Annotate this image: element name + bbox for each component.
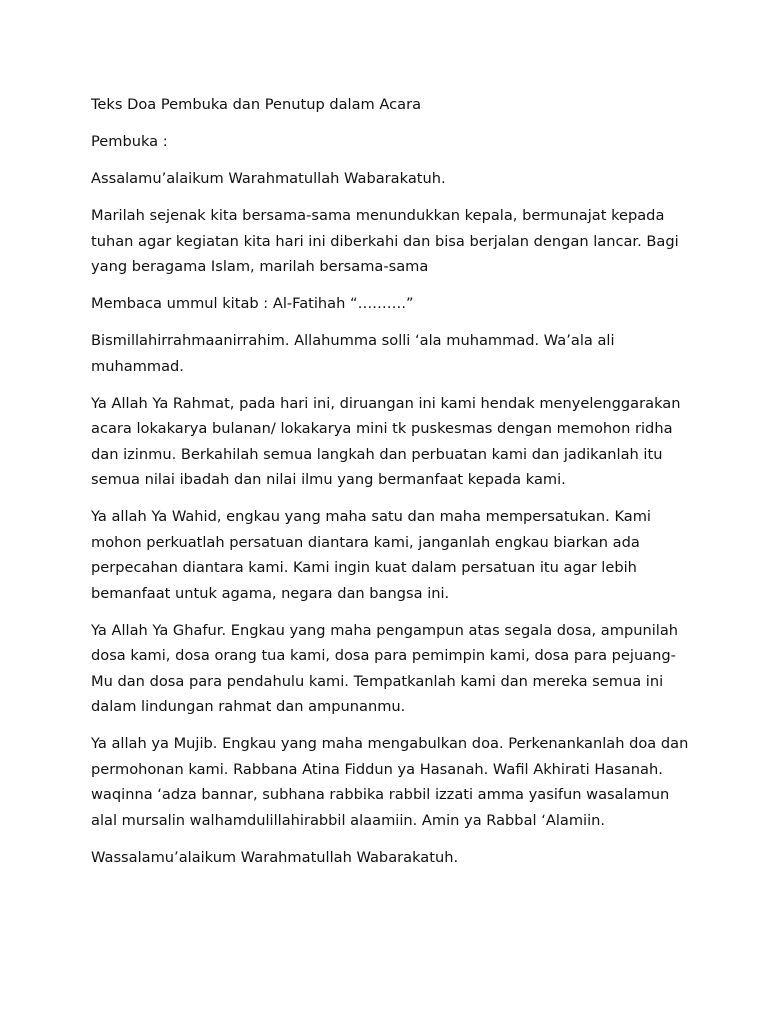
prayer-rahmat: Ya Allah Ya Rahmat, pada hari ini, diruangan ini kami hendak menyelenggarakan acara lokakarya bulanan/ lokakarya mini tk puskesmas dengan memohon ridha dan izinmu. Berkahilah semua langkah dan perbuatan kami dan jadikanlah itu semua nilai ibadah dan nilai ilmu yang bermanfaat kepada kami. — [91, 394, 681, 488]
fatihah-line: Membaca ummul kitab : Al-Fatihah “……….” — [91, 295, 414, 312]
document-body — [91, 92, 691, 882]
invitation-paragraph: Marilah sejenak kita bersama-sama menundukkan kepala, bermunajat kepada tuhan agar kegiatan kita hari ini diberkahi dan bisa berjalan dengan lancar. Bagi yang beragama Islam, marilah bersama-sama — [91, 207, 679, 275]
greeting-opening: Assalamu’alaikum Warahmatullah Wabarakatuh. — [91, 170, 446, 187]
bismillah-paragraph: Bismillahirrahmaanirrahim. Allahumma solli ‘ala muhammad. Wa’ala ali muhammad. — [91, 332, 615, 375]
greeting-closing: Wassalamu’alaikum Warahmatullah Wabarakatuh. — [91, 848, 459, 866]
prayer-ghafur: Ya Allah Ya Ghafur. Engkau yang maha pengampun atas segala dosa, ampunilah dosa kami, dosa orang tua kami, dosa para pemimpin kami, dosa para pejuang-Mu dan dosa para pendahulu kami. Tempatkanlah kami dan mereka semua ini dalam lindungan rahmat dan ampunanmu. — [91, 621, 679, 715]
section-label: Pembuka : — [91, 133, 168, 150]
prayer-wahid: Ya allah Ya Wahid, engkau yang maha satu dan maha mempersatukan. Kami mohon perkuatlah persatuan diantara kami, janganlah engkau biarkan ada perpecahan diantara kami. Kami ingin kuat dalam persatuan itu agar lebih bemanfaat untuk agama, negara dan bangsa ini. — [91, 508, 651, 602]
prayer-mujib: Ya allah ya Mujib. Engkau yang maha mengabulkan doa. Perkenankanlah doa dan permohonan kami. Rabbana Atina Fiddun ya Hasanah. Wafil Akhirati Hasanah. waqinna ‘adza bannar, subhana rabbika rabbil izzati amma yasifun wasalamun alal mursalin walhamdulillahirabbil alaamiin. Amin ya Rabbal ‘Alamiin. — [91, 735, 689, 829]
document-title: Teks Doa Pembuka dan Penutup dalam Acara — [91, 96, 422, 113]
